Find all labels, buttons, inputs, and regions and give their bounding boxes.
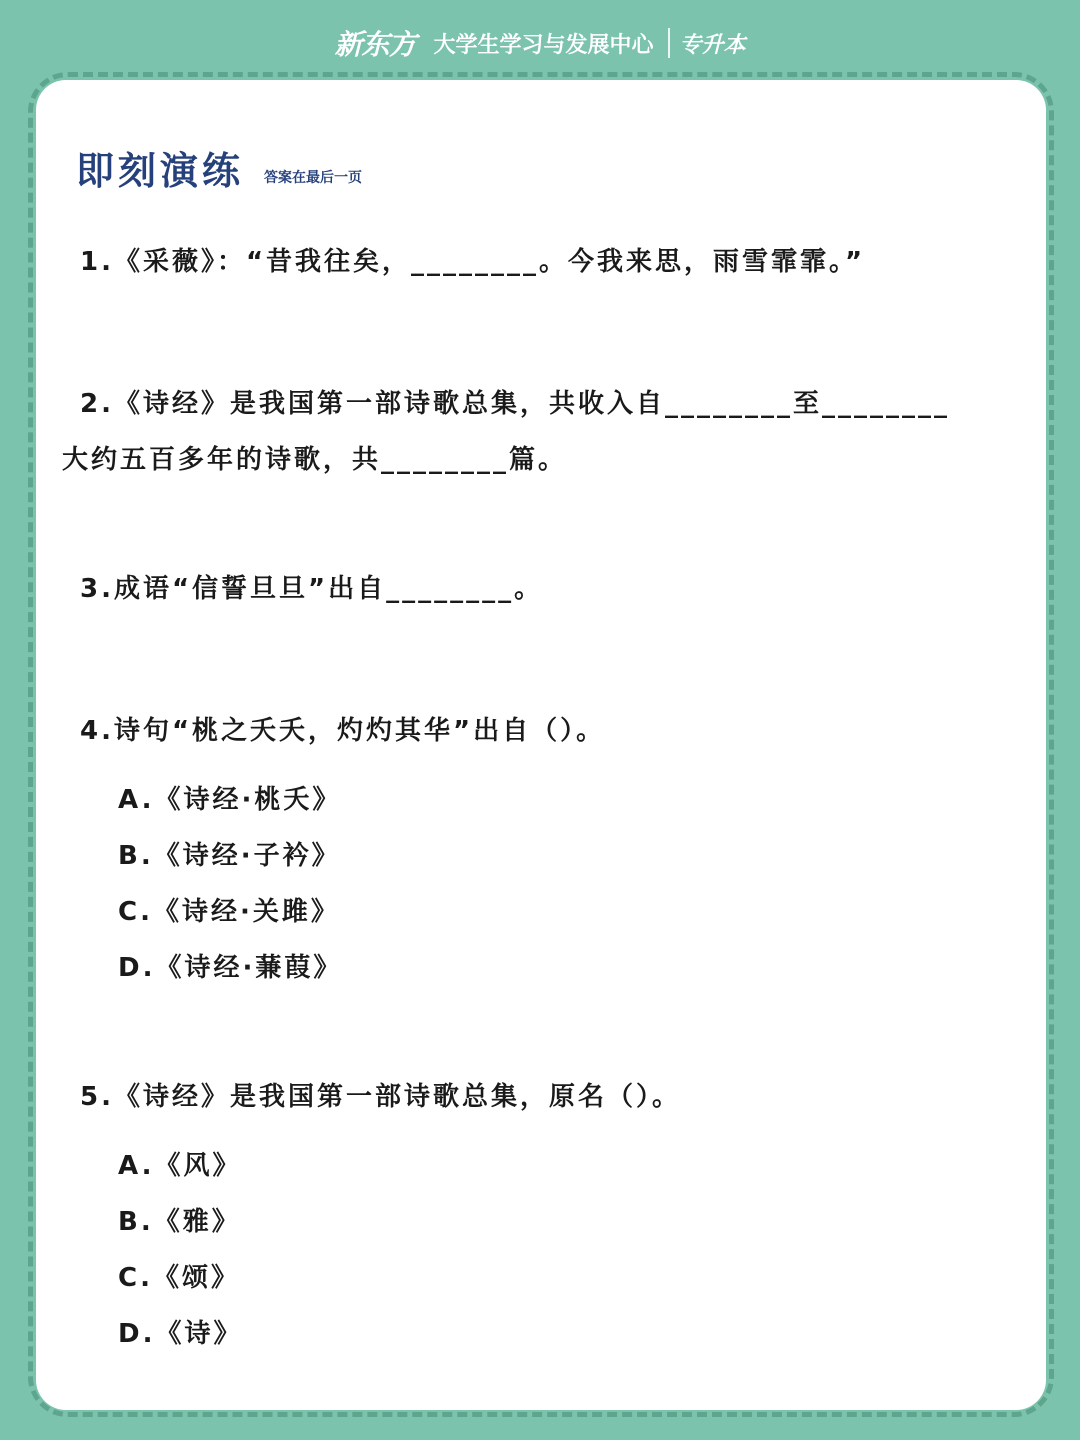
- question-2-line-2: 大约五百多年的诗歌，共________篇。: [62, 445, 568, 475]
- answer-note: 答案在最后一页: [264, 170, 363, 186]
- brand-logo: 新东方: [334, 28, 416, 61]
- question-3: 3.成语“信誓旦旦”出自________。: [80, 574, 544, 604]
- question-1: 1.《采薇》：“昔我往矣，________。今我来思，雨雪霏霏。”: [80, 247, 866, 277]
- question-4-option-a: A.《诗经·桃夭》: [118, 785, 342, 815]
- question-5-option-a: A.《风》: [118, 1151, 242, 1181]
- question-4-option-b: B.《诗经·子衿》: [118, 841, 341, 871]
- question-4-option-c: C.《诗经·关雎》: [118, 897, 340, 927]
- question-5-option-c: C.《颂》: [118, 1263, 240, 1293]
- question-5-option-b: B.《雅》: [118, 1207, 241, 1237]
- brand-divider: [668, 28, 670, 58]
- question-5-option-d: D.《诗》: [118, 1319, 243, 1349]
- question-4-option-d: D.《诗经·蒹葭》: [118, 953, 343, 983]
- section-title: 即刻演练: [76, 149, 245, 193]
- brand-tag: 专升本: [679, 32, 746, 58]
- section-header: [76, 140, 362, 195]
- brand-center-name: 大学生学习与发展中心: [433, 32, 654, 58]
- question-4: 4.诗句“桃之夭夭，灼灼其华”出自（）。: [80, 716, 606, 746]
- question-5: 5.《诗经》是我国第一部诗歌总集，原名（）。: [80, 1082, 681, 1112]
- question-2-line-1: 2.《诗经》是我国第一部诗歌总集，共收入自________至________: [80, 389, 950, 419]
